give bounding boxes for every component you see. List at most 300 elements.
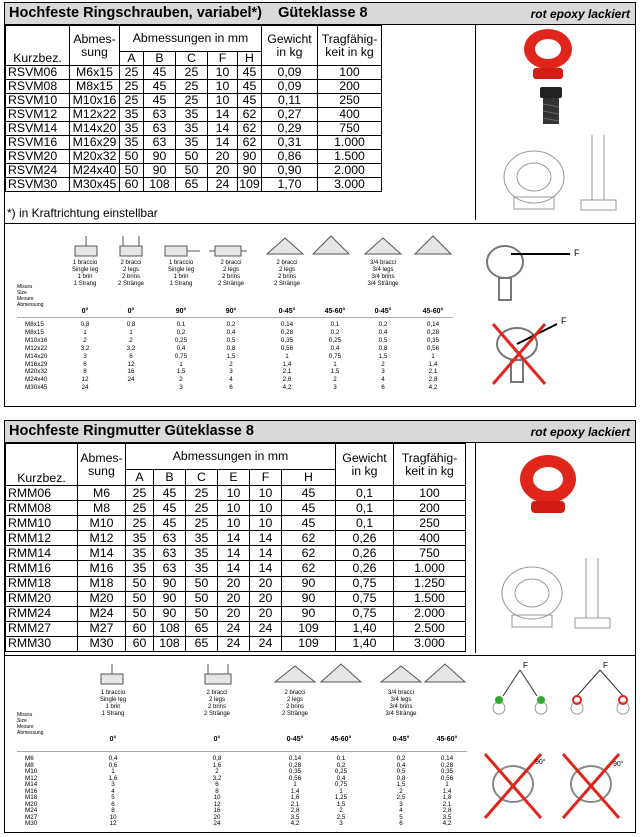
size-label: M8x15 xyxy=(25,328,44,336)
table-cell: 25 xyxy=(120,94,144,108)
table-cell: 62 xyxy=(238,122,262,136)
product-images xyxy=(475,25,635,220)
single-leg-icon xyxy=(75,236,97,256)
table-cell: 20 xyxy=(250,576,282,591)
load-value: 3,2 xyxy=(126,344,136,352)
table-cell: M27 xyxy=(78,621,126,636)
table-cell: 3.000 xyxy=(394,636,466,651)
table-cell: 1,40 xyxy=(336,621,394,636)
size-label: M24x40 xyxy=(25,376,48,384)
table-cell: 63 xyxy=(154,561,186,576)
table-cell: 0,26 xyxy=(336,546,394,561)
table-cell: M10x16 xyxy=(70,94,120,108)
angle-label: 90° xyxy=(175,308,187,315)
dim-letter: B xyxy=(154,470,186,486)
leg-label: 2 bracci 2 legs 2 brins 2 Stränge xyxy=(117,260,145,287)
force-label: F xyxy=(523,661,528,670)
table-cell: 35 xyxy=(176,108,208,122)
load-value: 0,25 xyxy=(334,768,348,775)
table-cell: 10 xyxy=(218,486,250,501)
table-cell: 250 xyxy=(394,516,466,531)
table-cell: M16x29 xyxy=(70,136,120,150)
load-value: 2,5 xyxy=(396,794,406,801)
load-value: 0,35 xyxy=(280,336,294,344)
table-cell: 62 xyxy=(282,531,336,546)
table-cell: 0,31 xyxy=(262,136,318,150)
force-label: F xyxy=(574,248,580,258)
load-value: 6 xyxy=(399,820,403,827)
load-value: 0,14 xyxy=(280,321,294,328)
table-cell: 20 xyxy=(208,150,238,164)
chart-divider xyxy=(17,317,453,318)
finish-note: rot epoxy lackiert xyxy=(530,425,630,439)
load-value: 16 xyxy=(213,807,221,814)
table-cell: 24 xyxy=(250,636,282,651)
load-value: 1 xyxy=(431,352,435,360)
load-value: 1,5 xyxy=(378,352,388,360)
size-label: M27 xyxy=(25,813,38,821)
table-cell: RMM10 xyxy=(6,516,78,531)
two-leg-60-icon xyxy=(321,664,361,682)
correct-direction-figure xyxy=(487,246,570,300)
table-cell: 108 xyxy=(144,178,176,192)
angle-label: 0-45° xyxy=(286,736,304,743)
table-cell: 0,09 xyxy=(262,66,318,80)
table-cell: 20 xyxy=(250,606,282,621)
load-value: 0,2 xyxy=(396,755,406,762)
angle-label: 45-60° xyxy=(436,736,458,743)
table-cell: 50 xyxy=(126,606,154,621)
table-cell: RMM27 xyxy=(6,621,78,636)
table-cell: 90 xyxy=(238,164,262,178)
four-leg-60-icon xyxy=(425,664,465,682)
table-cell: 25 xyxy=(120,66,144,80)
load-value: 12 xyxy=(109,820,117,827)
table-cell: 62 xyxy=(238,136,262,150)
col-header-dimensions: Abmessungen in mm xyxy=(120,26,262,52)
table-cell: 14 xyxy=(218,531,250,546)
table-cell: 90 xyxy=(144,164,176,178)
load-value: 1,5 xyxy=(330,368,340,376)
table-cell: 50 xyxy=(120,164,144,178)
not-ok-icon xyxy=(573,696,581,704)
size-label: M8 xyxy=(25,761,34,769)
load-value: 1 xyxy=(285,352,289,360)
load-value: 0,4 xyxy=(396,761,406,769)
size-label: M30x45 xyxy=(25,384,48,392)
load-value: 1 xyxy=(179,360,183,368)
load-value: 0,14 xyxy=(426,321,440,328)
force-label-2: F xyxy=(561,316,567,326)
size-header: Misura Size Mesure Abmessung xyxy=(17,712,44,736)
table-cell: 60 xyxy=(120,178,144,192)
load-value: 6 xyxy=(129,352,133,360)
load-value: 2 xyxy=(229,360,233,368)
table-row xyxy=(6,546,466,561)
load-value: 0,14 xyxy=(440,755,454,762)
table-cell: 35 xyxy=(126,546,154,561)
load-value: 0,8 xyxy=(80,321,90,328)
table-cell: 0,1 xyxy=(336,486,394,501)
load-value: 0,75 xyxy=(334,781,348,788)
load-value: 1 xyxy=(83,328,87,336)
col-header-weight: Gewicht in kg xyxy=(336,444,394,486)
load-value: 1 xyxy=(129,328,133,336)
four-leg-45-icon xyxy=(365,238,401,254)
table-cell: 109 xyxy=(282,621,336,636)
table-row xyxy=(6,136,382,150)
table-row xyxy=(6,576,466,591)
table-cell: 90 xyxy=(144,150,176,164)
load-value: 1,6 xyxy=(108,774,118,782)
table-cell: 25 xyxy=(126,501,154,516)
table-cell: 50 xyxy=(186,606,218,621)
size-label: M30 xyxy=(25,820,38,827)
table-cell: RMM20 xyxy=(6,591,78,606)
load-value: 4,2 xyxy=(290,820,300,827)
dim-letter: A xyxy=(120,52,144,66)
load-value: 2,8 xyxy=(428,376,438,384)
load-value: 3,2 xyxy=(212,774,222,782)
load-value: 2,1 xyxy=(442,800,452,808)
table-row xyxy=(6,636,466,651)
red-ring-nut-photo xyxy=(520,455,576,513)
table-cell: 62 xyxy=(238,108,262,122)
load-value: 0,8 xyxy=(396,774,406,782)
table-cell: 200 xyxy=(394,501,466,516)
load-value: 1 xyxy=(333,360,337,368)
finish-note: rot epoxy lackiert xyxy=(530,7,630,21)
technical-drawing xyxy=(502,558,610,628)
angle-label: 45-60° xyxy=(330,736,352,743)
size-label: M10 xyxy=(25,768,38,775)
table-cell: 63 xyxy=(144,108,176,122)
load-value: 5 xyxy=(399,813,403,821)
spec-table xyxy=(5,443,466,652)
wrong-angle-figure xyxy=(571,670,629,714)
angle-label: 0° xyxy=(213,736,221,743)
leg-label: 2 bracci 2 legs 2 brins 2 Stränge xyxy=(217,260,245,287)
load-value: 3,2 xyxy=(80,344,90,352)
load-value: 0,75 xyxy=(174,352,188,360)
load-value: 0,5 xyxy=(378,336,388,344)
force-label-2: F xyxy=(603,661,608,670)
load-value: 0,8 xyxy=(378,344,388,352)
load-value: 1 xyxy=(293,781,297,788)
table-cell: 10 xyxy=(250,516,282,531)
table-cell: 35 xyxy=(120,136,144,150)
load-value: 0,25 xyxy=(174,336,188,344)
table-cell: 14 xyxy=(218,561,250,576)
section-title: Hochfeste Ringmutter Güteklasse 8 xyxy=(9,423,254,439)
table-cell: M14 xyxy=(78,546,126,561)
load-value: 3 xyxy=(229,368,233,376)
table-cell: 45 xyxy=(144,80,176,94)
table-row xyxy=(6,531,466,546)
load-value: 1 xyxy=(339,787,343,795)
table-cell: 1.000 xyxy=(318,136,382,150)
table-row xyxy=(6,94,382,108)
table-cell: 25 xyxy=(126,516,154,531)
table-cell: M8x15 xyxy=(70,80,120,94)
table-cell: M16 xyxy=(78,561,126,576)
chart-divider xyxy=(17,751,467,752)
table-cell: 25 xyxy=(186,486,218,501)
table-cell: 0,29 xyxy=(262,122,318,136)
table-cell: 45 xyxy=(238,94,262,108)
load-value: 2,5 xyxy=(336,813,346,821)
table-cell: 50 xyxy=(126,591,154,606)
load-value: 2 xyxy=(399,787,403,795)
table-cell: RMM06 xyxy=(6,486,78,501)
angle-label: 0-45° xyxy=(392,736,410,743)
four-leg-60-icon xyxy=(415,236,451,254)
dim-letter: C xyxy=(186,470,218,486)
load-value: 4,2 xyxy=(442,820,452,827)
table-cell: 0,75 xyxy=(336,576,394,591)
load-value: 0,4 xyxy=(378,328,388,336)
single-leg-90-icon xyxy=(165,246,200,256)
table-cell: 62 xyxy=(282,561,336,576)
dim-letter: B xyxy=(144,52,176,66)
load-value: 0,1 xyxy=(176,321,186,328)
table-cell: 45 xyxy=(282,501,336,516)
load-value: 8 xyxy=(83,368,87,376)
four-leg-45-icon xyxy=(381,666,421,682)
table-cell: 0,11 xyxy=(262,94,318,108)
table-cell: 45 xyxy=(238,66,262,80)
table-cell: 400 xyxy=(318,108,382,122)
table-row xyxy=(6,621,466,636)
size-label: M12 xyxy=(25,774,38,782)
table-cell: 50 xyxy=(186,591,218,606)
table-cell: 14 xyxy=(208,108,238,122)
load-value: 3 xyxy=(381,368,385,376)
ring-screw-illustration xyxy=(476,25,636,220)
table-row xyxy=(6,591,466,606)
table-row xyxy=(6,486,466,501)
load-value: 0,25 xyxy=(328,336,342,344)
table-cell: 25 xyxy=(176,80,208,94)
dim-letter: F xyxy=(208,52,238,66)
table-cell: 1,70 xyxy=(262,178,318,192)
table-cell: 2.000 xyxy=(318,164,382,178)
load-value: 1,6 xyxy=(212,761,222,769)
load-value: 2 xyxy=(381,360,385,368)
table-cell: 14 xyxy=(208,136,238,150)
table-cell: 62 xyxy=(282,546,336,561)
table-row xyxy=(6,178,382,192)
load-value: 3 xyxy=(333,384,337,392)
table-cell: 20 xyxy=(218,591,250,606)
load-value: 0,2 xyxy=(226,321,236,328)
load-chart xyxy=(5,655,635,833)
table-cell: 63 xyxy=(144,136,176,150)
table-cell: 45 xyxy=(238,80,262,94)
dim-letter: H xyxy=(238,52,262,66)
load-value: 2,1 xyxy=(428,368,438,376)
table-cell: 0,86 xyxy=(262,150,318,164)
dim-letter: C xyxy=(176,52,208,66)
table-cell: 0,75 xyxy=(336,606,394,621)
load-value: 1,5 xyxy=(336,800,346,808)
table-cell: 109 xyxy=(282,636,336,651)
table-cell: RSVM20 xyxy=(6,150,70,164)
black-bolt-photo xyxy=(540,87,562,124)
table-cell: M10 xyxy=(78,516,126,531)
table-cell: M30x45 xyxy=(70,178,120,192)
load-value: 4,2 xyxy=(282,384,292,392)
table-cell: RMM16 xyxy=(6,561,78,576)
table-cell: 400 xyxy=(394,531,466,546)
angle-label: 45-60° xyxy=(324,308,346,315)
two-leg-icon xyxy=(205,664,231,684)
wrong-direction-figure xyxy=(497,324,557,382)
size-label: M20x32 xyxy=(25,368,48,376)
load-chart xyxy=(5,223,635,408)
table-cell: M12x22 xyxy=(70,108,120,122)
table-cell: M6x15 xyxy=(70,66,120,80)
load-value: 0,1 xyxy=(330,321,340,328)
table-cell: 35 xyxy=(176,136,208,150)
table-cell: 0,26 xyxy=(336,561,394,576)
table-row xyxy=(6,516,466,531)
table-cell: 14 xyxy=(250,546,282,561)
angle-label: 0° xyxy=(127,308,135,315)
table-cell: 35 xyxy=(126,561,154,576)
load-value: 0,5 xyxy=(396,768,406,775)
cross-figures xyxy=(485,754,619,818)
table-cell: 0,75 xyxy=(336,591,394,606)
angle-label: 0-45° xyxy=(278,308,296,315)
table-cell: 65 xyxy=(176,178,208,192)
force-direction-figures xyxy=(475,224,635,409)
load-value: 3 xyxy=(111,781,115,788)
size-label: M14x20 xyxy=(25,352,48,360)
table-cell: 3.000 xyxy=(318,178,382,192)
leg-label: 1 braccio Single leg 1 brin 1 Strang xyxy=(167,260,195,287)
size-label: M8x15 xyxy=(25,321,44,328)
table-cell: RSVM06 xyxy=(6,66,70,80)
red-eye-bolt-photo xyxy=(524,29,572,79)
table-cell: RSVM16 xyxy=(6,136,70,150)
table-cell: 24 xyxy=(250,621,282,636)
table-cell: 10 xyxy=(218,501,250,516)
load-value: 12 xyxy=(213,800,221,808)
load-value: 0,4 xyxy=(226,328,236,336)
leg-label: 2 bracci 2 legs 2 brins 2 Stränge xyxy=(281,690,309,717)
table-cell: 25 xyxy=(120,80,144,94)
table-cell: 109 xyxy=(239,177,260,191)
load-value: 0,28 xyxy=(288,761,302,769)
table-cell: 0,1 xyxy=(336,501,394,516)
table-cell: 10 xyxy=(250,486,282,501)
size-label: M16 xyxy=(25,787,38,795)
table-row xyxy=(6,501,466,516)
table-cell: RMM24 xyxy=(6,606,78,621)
load-value: 0,4 xyxy=(108,755,118,762)
load-value: 0,2 xyxy=(330,328,340,336)
table-cell: 35 xyxy=(186,546,218,561)
table-row xyxy=(6,122,382,136)
table-cell: M24x40 xyxy=(70,164,120,178)
table-cell: 0,27 xyxy=(262,108,318,122)
table-cell: 24 xyxy=(208,178,238,192)
load-value: 24 xyxy=(81,384,89,392)
load-value: 1,5 xyxy=(226,352,236,360)
size-label: M10x16 xyxy=(25,336,48,344)
load-value: 10 xyxy=(213,794,221,801)
table-cell: 14 xyxy=(218,546,250,561)
leg-label: 2 bracci 2 legs 2 brins 2 Stränge xyxy=(273,260,301,287)
load-value: 2,1 xyxy=(290,800,300,808)
table-cell: 25 xyxy=(176,94,208,108)
technical-drawing xyxy=(504,135,616,210)
table-cell: 25 xyxy=(186,501,218,516)
table-cell: 25 xyxy=(176,66,208,80)
table-cell: RSVM12 xyxy=(6,108,70,122)
load-value: 3,5 xyxy=(442,813,452,821)
table-cell: 20 xyxy=(250,591,282,606)
load-value: 4,2 xyxy=(428,384,438,392)
table-cell: 1.000 xyxy=(394,561,466,576)
load-value: 6 xyxy=(229,384,233,392)
two-leg-45-icon xyxy=(275,666,315,682)
table-row xyxy=(6,164,382,178)
table-row xyxy=(6,66,382,80)
dim-letter: E xyxy=(218,470,250,486)
load-value: 1,4 xyxy=(428,360,438,368)
single-leg-icon xyxy=(101,664,123,684)
table-cell: 45 xyxy=(154,486,186,501)
load-value: 0,56 xyxy=(288,774,302,782)
table-row xyxy=(6,606,466,621)
load-value: 0,35 xyxy=(288,768,302,775)
load-value: 2 xyxy=(333,376,337,384)
load-value: 1,4 xyxy=(442,787,452,795)
table-cell: 200 xyxy=(318,80,382,94)
size-label: M12x22 xyxy=(25,344,48,352)
leg-label: 1 braccio Single leg 1 brin 1 Strang xyxy=(71,260,99,287)
table-cell: M24 xyxy=(78,606,126,621)
table-cell: 10 xyxy=(208,66,238,80)
table-cell: 0,09 xyxy=(262,80,318,94)
table-cell: 14 xyxy=(250,531,282,546)
load-value: 0,4 xyxy=(330,344,340,352)
table-cell: RMM08 xyxy=(6,501,78,516)
load-value: 24 xyxy=(127,376,135,384)
table-cell: 108 xyxy=(154,621,186,636)
load-value: 2 xyxy=(179,376,183,384)
col-header-dimensions: Abmessungen in mm xyxy=(126,444,336,470)
table-cell: 24 xyxy=(218,636,250,651)
load-value: 3 xyxy=(179,384,183,392)
table-cell: 35 xyxy=(126,531,154,546)
load-value: 2,8 xyxy=(442,807,452,814)
angle-label: 90° xyxy=(535,759,546,766)
table-row xyxy=(6,80,382,94)
load-value: 6 xyxy=(111,800,115,808)
load-value: 8 xyxy=(215,787,219,795)
load-value: 1 xyxy=(111,768,115,775)
table-cell: 35 xyxy=(186,531,218,546)
col-header-capacity: Tragfähig-keit in kg xyxy=(394,444,466,486)
section-header xyxy=(5,421,635,443)
table-cell: 108 xyxy=(154,636,186,651)
table-cell: 25 xyxy=(126,486,154,501)
load-value: 0,28 xyxy=(426,328,440,336)
load-value: 24 xyxy=(213,820,221,827)
